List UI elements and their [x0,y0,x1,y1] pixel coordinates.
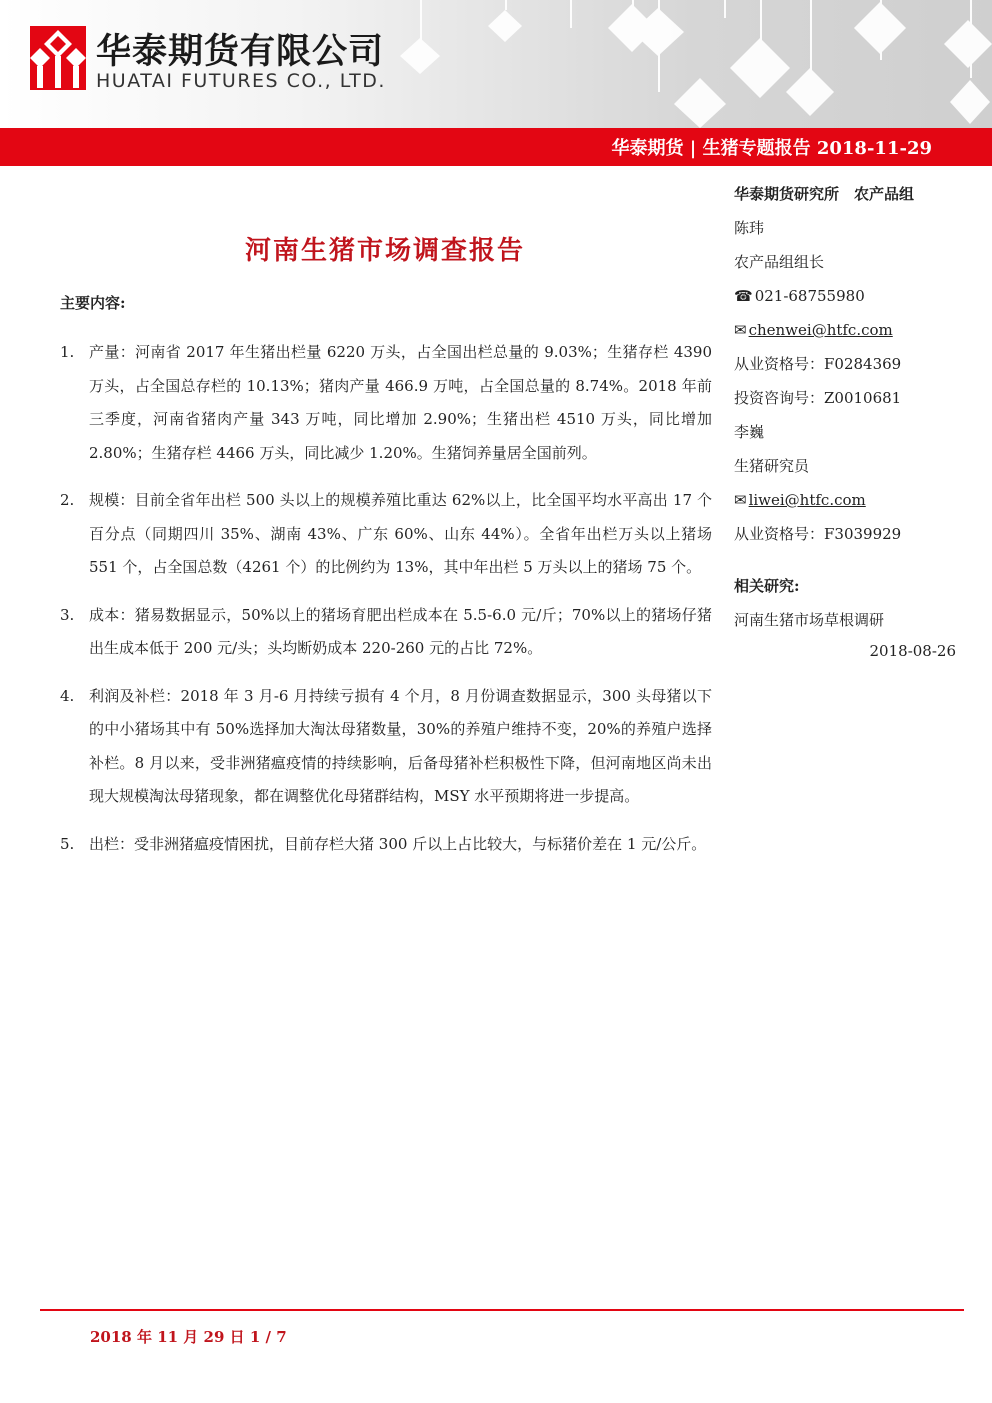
footer-date-page: 2018 年 11 月 29 日 1 / 7 [90,1328,287,1346]
footer-divider [40,1309,964,1311]
email-link[interactable]: liwei@htfc.com [748,491,866,509]
list-item-text: 出栏：受非洲猪瘟疫情困扰，目前存栏大猪 300 斤以上占比较大，与标猪价差在 1 元/公斤。 [89,834,707,853]
section-heading: 主要内容: [60,294,126,312]
envelope-icon: ✉ [734,491,747,509]
phone-icon: ☎ [734,287,753,305]
related-research-title[interactable]: 河南生猪市场草根调研 [734,611,885,629]
list-item [60,336,712,470]
analyst-email[interactable] [734,486,956,520]
list-item-text: 规模：目前全省年出栏 500 头以上的规模养殖比重达 62%以上，比全国平均水平高出 17 个百分点（同期四川 35%、湖南 43%、广东 60%、山东 44%）。全省年出栏万头以上猪场 551 个，占全国总数（4261 个）的比例约为 13%，其中年出栏 5 万头以上的猪场 75 个。 [89,491,712,576]
related-research-date: 2018-08-26 [869,642,956,660]
company-name-cn: 华泰期货有限公司 [96,32,385,72]
analyst-phone [734,282,956,316]
header-band [0,0,992,128]
list-item-number: 2. [60,491,75,509]
research-dept: 华泰期货研究所 农产品组 [734,185,915,203]
list-item-text: 成本：猪易数据显示，50%以上的猪场育肥出栏成本在 5.5-6.0 元/斤；70%以上的猪场仔猪出生成本低于 200 元/头；头均断奶成本 220-260 元的占比 72%。 [89,605,712,657]
analyst-advisory-number: 投资咨询号：Z0010681 [734,389,902,407]
report-banner-text: 华泰期货 | 生猪专题报告 2018-11-29 [611,138,932,159]
list-item-number: 5. [60,834,75,853]
list-item [60,484,712,585]
analyst-license: 从业资格号：F0284369 [734,355,902,373]
list-item [60,680,712,814]
envelope-icon: ✉ [734,321,747,339]
email-link[interactable]: chenwei@htfc.com [748,321,893,339]
list-item-text: 产量：河南省 2017 年生猪出栏量 6220 万头，占全国出栏总量的 9.03%；生猪存栏 4390 万头，占全国总存栏的 10.13%；猪肉产量 466.9 万吨，占全国总量的 8.74%。2018 年前三季度，河南省猪肉产量 343 万吨，同比增加 2.90%；生猪出栏 4510 万头，同比增加 2.80%；生猪存栏 4466 万头，同比减少 1.20%。生猪饲养量居全国前列。 [89,343,712,462]
analyst-name: 李巍 [734,423,765,441]
author-sidebar [734,180,956,668]
list-item-number: 4. [60,686,75,705]
analyst-name: 陈玮 [734,219,765,237]
analyst-license: 从业资格号：F3039929 [734,525,902,543]
analyst-email[interactable] [734,316,956,350]
list-item-number: 1. [60,343,75,361]
company-name-en: HUATAI FUTURES CO., LTD. [96,70,386,92]
analyst-title: 农产品组组长 [734,253,825,271]
list-item-text: 利润及补栏：2018 年 3 月-6 月持续亏损有 4 个月，8 月份调查数据显示，300 头母猪以下的中小猪场其中有 50%选择加大淘汰母猪数量，30%的养殖户维持不变，20%的养殖户选择补栏。8 月以来，受非洲猪瘟疫情的持续影响，后备母猪补栏积极性下降，但河南地区尚未出现大规模淘汰母猪现象，都在调整优化母猪群结构，MSY 水平预期将进一步提高。 [89,686,712,805]
analyst-title: 生猪研究员 [734,457,810,475]
document-title: 河南生猪市场调查报告 [244,236,525,266]
list-item-number: 3. [60,605,75,624]
list-item [60,828,712,862]
content-list [60,336,712,875]
company-logo [30,26,86,90]
report-banner [0,128,992,166]
list-item [60,599,712,666]
related-research-heading: 相关研究: [734,577,800,595]
phone-number: 021-68755980 [754,287,865,305]
